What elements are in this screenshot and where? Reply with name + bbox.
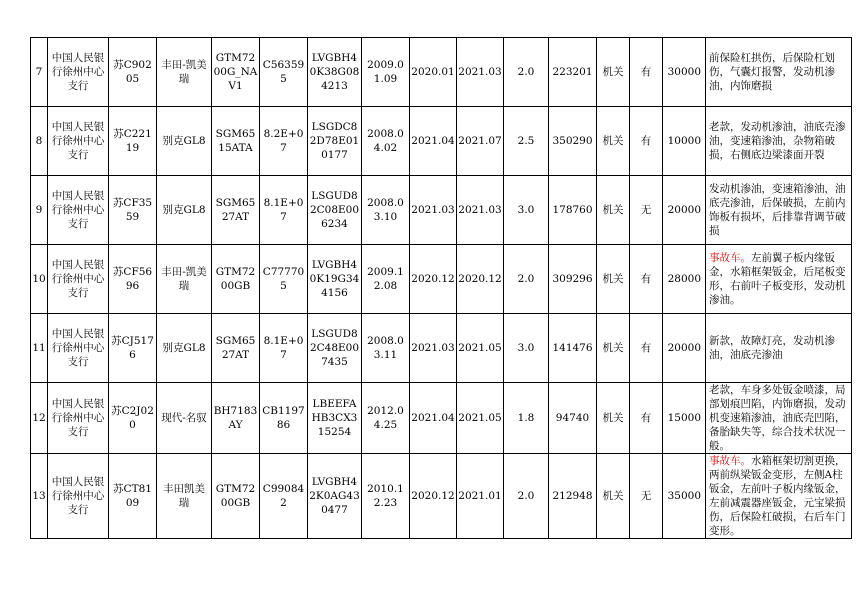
brand-cell: 丰田凯美瑞 [157, 454, 212, 539]
registration-date-cell: 2012.04.25 [362, 383, 410, 454]
price-cell: 30000 [663, 38, 706, 107]
flag-cell: 有 [630, 107, 663, 176]
table-row [31, 245, 852, 314]
model-cell: GTM7200GB [212, 245, 260, 314]
table-row [31, 314, 852, 383]
price-cell: 20000 [663, 176, 706, 245]
flag-cell: 有 [630, 245, 663, 314]
plate-cell: 苏CF3559 [109, 176, 157, 245]
description-cell [706, 454, 852, 539]
table-row [31, 383, 852, 454]
flag-cell: 有 [630, 38, 663, 107]
brand-cell: 丰田-凯美瑞 [157, 245, 212, 314]
vin-cell: LSGUD82C08E006234 [308, 176, 362, 245]
vin-cell: LVGBH40K38G084213 [308, 38, 362, 107]
price-cell: 15000 [663, 383, 706, 454]
owner-cell: 中国人民银行徐州中心支行 [48, 176, 109, 245]
description-text: 老款，车身多处钣金喷漆，局部划痕凹陷，内饰磨损，发动机变速箱渗油，油底壳凹陷，备胎缺失等，综合技术状况一般。 [709, 384, 846, 452]
description-text: 老款，发动机渗油，油底壳渗油，变速箱渗油，杂物箱破损，右侧底边梁漆面开裂 [709, 121, 846, 161]
department-cell: 机关 [597, 245, 630, 314]
date-b-cell: 2021.05 [457, 383, 504, 454]
plate-cell: 苏C90205 [109, 38, 157, 107]
description-cell [706, 176, 852, 245]
engine-number-cell: C563595 [260, 38, 308, 107]
engine-number-cell: CB119786 [260, 383, 308, 454]
displacement-cell: 2.0 [504, 454, 549, 539]
description-cell [706, 38, 852, 107]
department-cell: 机关 [597, 176, 630, 245]
owner-cell: 中国人民银行徐州中心支行 [48, 245, 109, 314]
owner-cell: 中国人民银行徐州中心支行 [48, 38, 109, 107]
displacement-cell: 3.0 [504, 176, 549, 245]
description-cell [706, 314, 852, 383]
vin-cell: LSGDC82D78E010177 [308, 107, 362, 176]
displacement-cell: 3.0 [504, 314, 549, 383]
date-b-cell: 2021.05 [457, 314, 504, 383]
flag-cell: 无 [630, 176, 663, 245]
mileage-cell: 141476 [549, 314, 597, 383]
date-a-cell: 2021.04 [410, 383, 457, 454]
brand-cell: 现代-名驭 [157, 383, 212, 454]
registration-date-cell: 2010.12.23 [362, 454, 410, 539]
engine-number-cell: C990842 [260, 454, 308, 539]
mileage-cell: 309296 [549, 245, 597, 314]
accident-label: 事故车。 [709, 252, 751, 264]
date-a-cell: 2020.12 [410, 245, 457, 314]
plate-cell: 苏CT8109 [109, 454, 157, 539]
vin-cell: LSGUD82C48E007435 [308, 314, 362, 383]
department-cell: 机关 [597, 107, 630, 176]
mileage-cell: 178760 [549, 176, 597, 245]
registration-date-cell: 2009.12.08 [362, 245, 410, 314]
date-b-cell: 2020.12 [457, 245, 504, 314]
price-cell: 10000 [663, 107, 706, 176]
table-row [31, 454, 852, 539]
row-number: 12 [31, 383, 48, 454]
price-cell: 28000 [663, 245, 706, 314]
registration-date-cell: 2008.03.10 [362, 176, 410, 245]
description-text: 水箱框架切割更换，两前纵梁钣金变形，左侧A柱钣金，左前叶子板内缘钣金，左前减震器座钣金，元宝梁损伤，后保险杠破损，右后车门变形。 [709, 455, 846, 537]
displacement-cell: 2.0 [504, 38, 549, 107]
price-cell: 20000 [663, 314, 706, 383]
description-cell [706, 245, 852, 314]
price-cell: 35000 [663, 454, 706, 539]
date-a-cell: 2020.01 [410, 38, 457, 107]
description-text: 左前翼子板内缘钣金，水箱框架钣金，后尾板变形，右前叶子板变形，发动机渗油。 [709, 252, 846, 306]
model-cell: SGM6527AT [212, 176, 260, 245]
row-number: 7 [31, 38, 48, 107]
description-cell [706, 383, 852, 454]
displacement-cell: 1.8 [504, 383, 549, 454]
plate-cell: 苏CF5696 [109, 245, 157, 314]
date-a-cell: 2021.03 [410, 314, 457, 383]
table-row [31, 176, 852, 245]
description-cell [706, 107, 852, 176]
date-b-cell: 2021.01 [457, 454, 504, 539]
description-text: 前保险杠拱伤，后保险杠划伤，气囊灯报警，发动机渗油，内饰磨损 [709, 52, 835, 92]
registration-date-cell: 2008.04.02 [362, 107, 410, 176]
owner-cell: 中国人民银行徐州中心支行 [48, 314, 109, 383]
date-a-cell: 2020.12 [410, 454, 457, 539]
date-b-cell: 2021.03 [457, 176, 504, 245]
displacement-cell: 2.0 [504, 245, 549, 314]
displacement-cell: 2.5 [504, 107, 549, 176]
date-a-cell: 2021.03 [410, 176, 457, 245]
plate-cell: 苏C22119 [109, 107, 157, 176]
model-cell: GTM7200GB [212, 454, 260, 539]
engine-number-cell: C777705 [260, 245, 308, 314]
registration-date-cell: 2009.01.09 [362, 38, 410, 107]
row-number: 13 [31, 454, 48, 539]
date-b-cell: 2021.03 [457, 38, 504, 107]
vehicle-table [30, 37, 852, 539]
accident-label: 事故车。 [709, 455, 751, 467]
row-number: 10 [31, 245, 48, 314]
row-number: 11 [31, 314, 48, 383]
vin-cell: LBEEFAHB3CX315254 [308, 383, 362, 454]
owner-cell: 中国人民银行徐州中心支行 [48, 383, 109, 454]
mileage-cell: 212948 [549, 454, 597, 539]
flag-cell: 有 [630, 314, 663, 383]
engine-number-cell: 8.2E+07 [260, 107, 308, 176]
department-cell: 机关 [597, 383, 630, 454]
date-b-cell: 2021.07 [457, 107, 504, 176]
flag-cell: 有 [630, 383, 663, 454]
model-cell: BH7183AY [212, 383, 260, 454]
registration-date-cell: 2008.03.11 [362, 314, 410, 383]
model-cell: GTM7200G_NAV1 [212, 38, 260, 107]
mileage-cell: 350290 [549, 107, 597, 176]
date-a-cell: 2021.04 [410, 107, 457, 176]
brand-cell: 别克GL8 [157, 176, 212, 245]
vin-cell: LVGBH40K19G344156 [308, 245, 362, 314]
row-number: 9 [31, 176, 48, 245]
plate-cell: 苏C2J020 [109, 383, 157, 454]
table-row [31, 38, 852, 107]
row-number: 8 [31, 107, 48, 176]
description-text: 发动机渗油，变速箱渗油，油底壳渗油，后保破损，左前内饰板有损坏，后排靠背调节破损 [709, 183, 846, 237]
description-text: 新款，故障灯亮，发动机渗油，油底壳渗油 [709, 335, 835, 361]
brand-cell: 丰田-凯美瑞 [157, 38, 212, 107]
brand-cell: 别克GL8 [157, 107, 212, 176]
owner-cell: 中国人民银行徐州中心支行 [48, 107, 109, 176]
brand-cell: 别克GL8 [157, 314, 212, 383]
table-row [31, 107, 852, 176]
department-cell: 机关 [597, 38, 630, 107]
engine-number-cell: 8.1E+07 [260, 314, 308, 383]
plate-cell: 苏CJ5176 [109, 314, 157, 383]
owner-cell: 中国人民银行徐州中心支行 [48, 454, 109, 539]
mileage-cell: 94740 [549, 383, 597, 454]
engine-number-cell: 8.1E+07 [260, 176, 308, 245]
flag-cell: 无 [630, 454, 663, 539]
mileage-cell: 223201 [549, 38, 597, 107]
department-cell: 机关 [597, 454, 630, 539]
model-cell: SGM6515ATA [212, 107, 260, 176]
model-cell: SGM6527AT [212, 314, 260, 383]
vin-cell: LVGBH42K0AG430477 [308, 454, 362, 539]
department-cell: 机关 [597, 314, 630, 383]
